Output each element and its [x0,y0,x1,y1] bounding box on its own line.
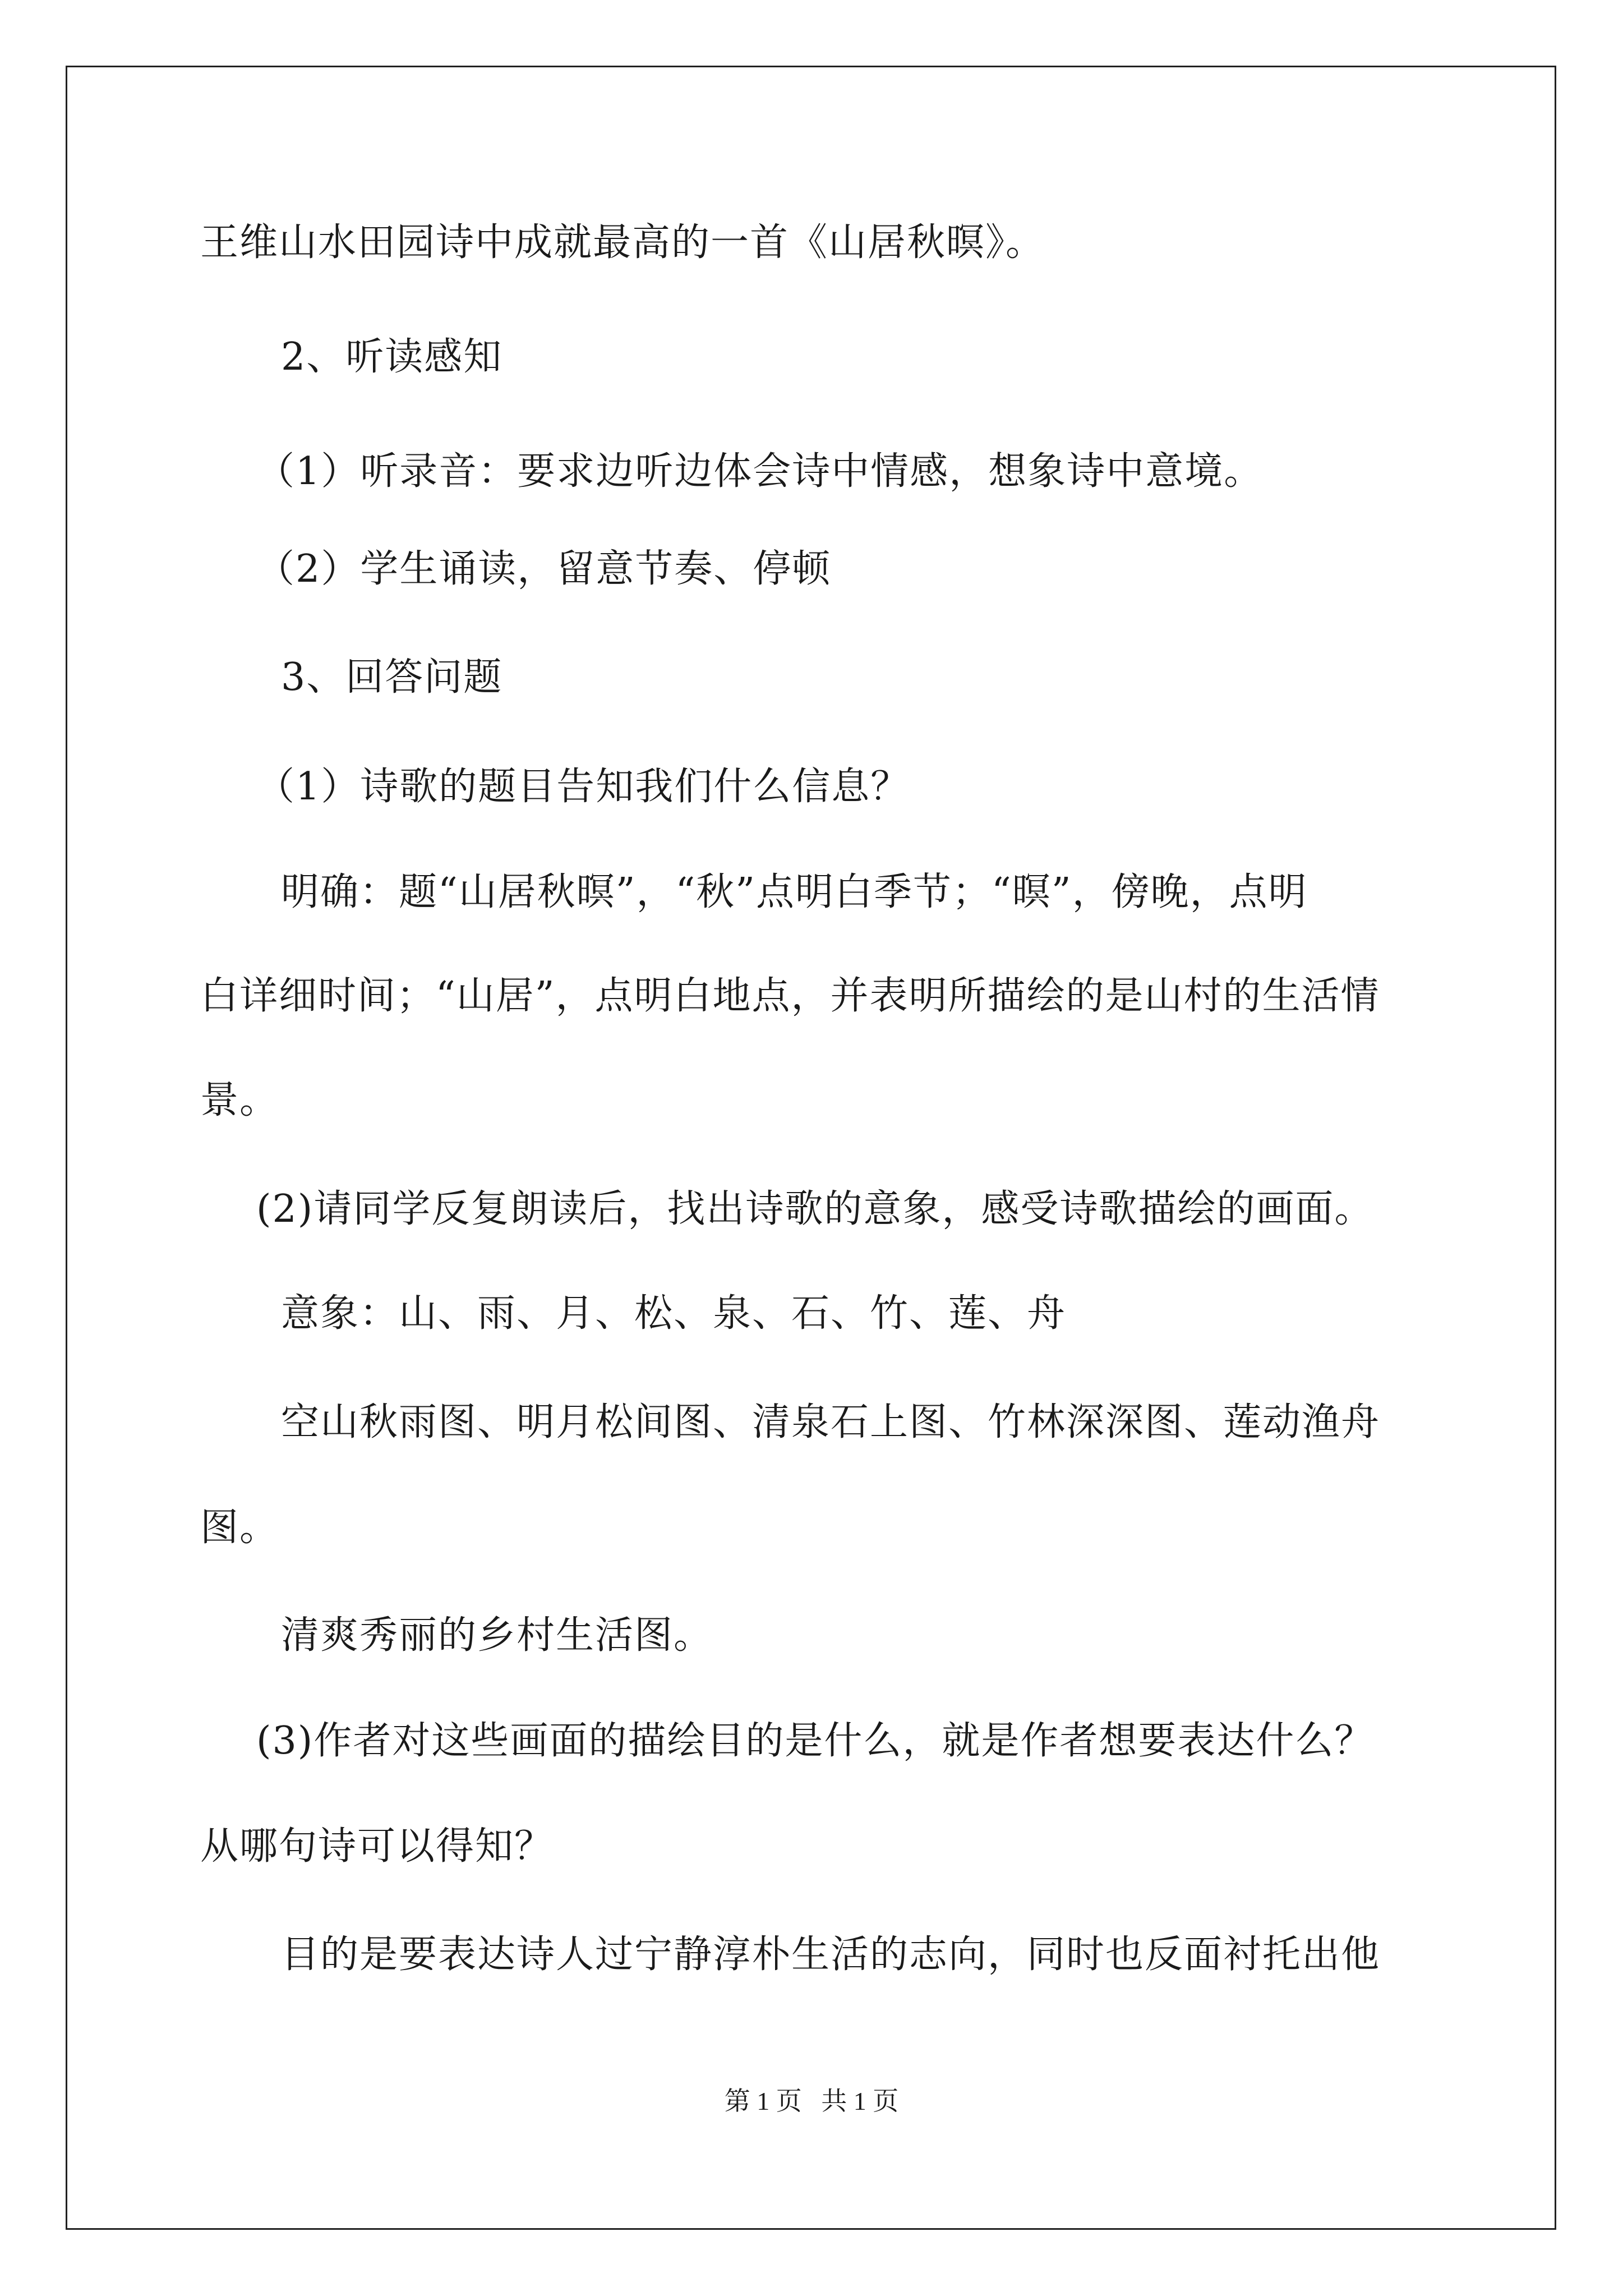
text-line-1: 王维山水田园诗中成就最高的一首《山居秋暝》。 [200,220,1045,265]
text-line-11: 意象：山、雨、月、松、泉、石、竹、莲、舟 [281,1291,1067,1336]
text-line-15: (3)作者对这些画面的描绘目的是什么，就是作者想要表达什么？ [256,1719,1374,1763]
text-line-3: （1）听录音：要求边听边体会诗中情感，想象诗中意境。 [256,449,1264,494]
text-line-4: （2）学生诵读，留意节奏、停顿 [256,547,832,591]
text-line-12: 空山秋雨图、明月松间图、清泉石上图、竹林深深图、莲动渔舟 [281,1400,1381,1444]
text-line-5: 3、回答问题 [281,655,503,700]
page-number-footer: 第 1 页 共 1 页 [724,2087,899,2115]
page-border [66,66,1556,2230]
text-line-7: 明确：题“山居秋暝”，“秋”点明白季节；“暝”，傍晚，点明 [281,870,1308,914]
text-line-9: 景。 [200,1078,279,1122]
text-line-16: 从哪句诗可以得知？ [200,1824,554,1869]
text-line-17: 目的是要表达诗人过宁静淳朴生活的志向，同时也反面衬托出他 [281,1932,1381,1977]
text-line-10: (2)请同学反复朗读后，找出诗歌的意象，感受诗歌描绘的画面。 [256,1187,1374,1231]
text-line-2: 2、听读感知 [281,335,503,379]
text-line-6: （1）诗歌的题目告知我们什么信息？ [256,765,910,809]
text-line-13: 图。 [200,1506,279,1550]
text-line-14: 清爽秀丽的乡村生活图。 [281,1613,713,1658]
text-line-8: 白详细时间；“山居”，点明白地点，并表明所描绘的是山村的生活情 [200,974,1380,1018]
